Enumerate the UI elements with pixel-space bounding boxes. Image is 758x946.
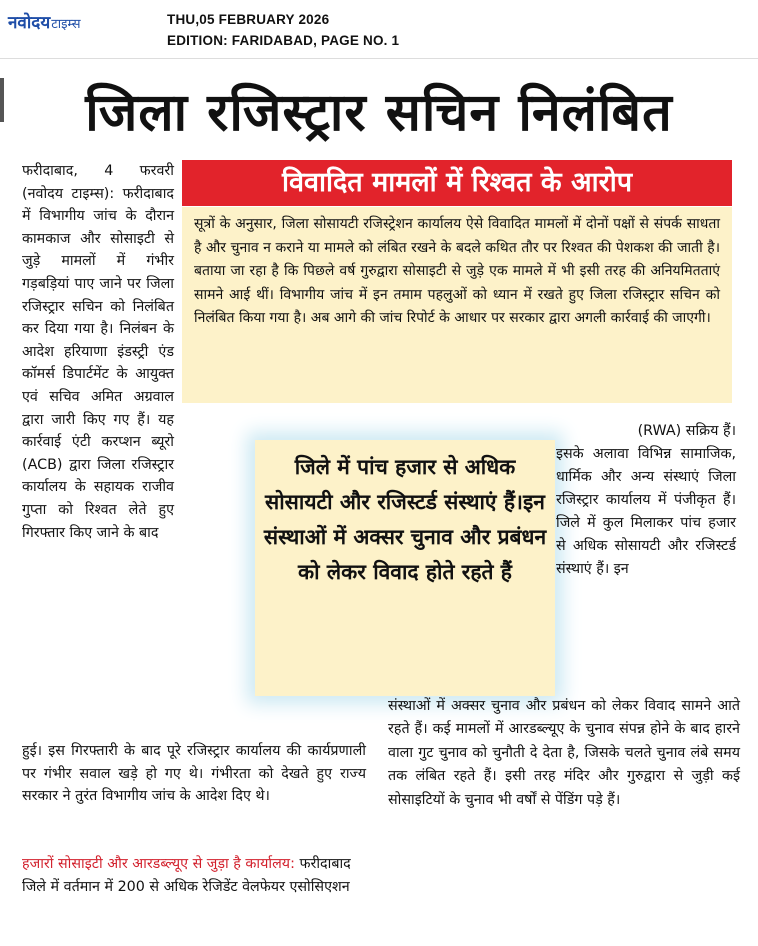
lead-paragraph: फरीदाबाद, 4 फरवरी (नवोदय टाइम्स): फरीदाबाद में विभागीय जांच के दौरान कामकाज और सोसाइटी से जुड़े मामलों में गंभीर गड़बड़ियां पाए जाने पर जिला रजिस्ट्रार सचिन को निलंबित कर दिया गया है। निलंबन के आदेश हरियाणा इंडस्ट्री एंड कॉमर्स डिपार्टमेंट के आयुक्त एवं सचिव अमित अग्रवाल द्वारा जारी किए गए हैं। यह कार्रवाई एंटी करप्शन ब्यूरो (ACB) द्वारा जिला रजिस्ट्रार कार्यालय के सहायक राजीव गुप्ता को रिश्वत लेते हुए गिरफ्तार किए जाने के बाद — [22, 163, 174, 541]
section-heading: हजारों सोसाइटी और आरडब्ल्यूए से जुड़ा है कार्यालय: — [22, 856, 295, 872]
edition-meta — [167, 9, 399, 51]
lead-continued-paragraph: हुई। इस गिरफ्तारी के बाद पूरे रजिस्ट्रार कार्यालय की कार्यप्रणाली पर गंभीर सवाल खड़े हो गए थे। गंभीरता को देखते हुए राज्य सरकार ने तुरंत विभागीय जांच के आदेश दिए थे। — [22, 743, 366, 805]
logo-sub-text: टाइम्स — [51, 17, 81, 32]
lower-right-paragraph: संस्थाओं में अक्सर चुनाव और प्रबंधन को लेकर विवाद सामने आते रहते हैं। कई मामलों में आरडब्ल्यूए के चुनाव संपन्न होने के बाद हारने वाला गुट चुनाव को चुनौती दे देता है, जिसके चलते चुनाव लंबे समय तक लंबित रहते हैं। इसी तरह मंदिर और गुरुद्वारा से जुड़ी कई सोसाइटियों के चुनाव भी वर्षों से पेंडिंग पड़े हैं। — [388, 698, 740, 808]
lower-right-column — [388, 695, 740, 812]
right-column-paragraph: इसके अलावा विभिन्न सामाजिक, धार्मिक और अन्य संस्थाएं जिला रजिस्ट्रार कार्यालय में पंजीकृत हैं। जिले में कुल मिलाकर पांच हजार से अधिक सोसायटी और रजिस्टर्ड संस्थाएं हैं। इन — [556, 446, 736, 577]
section-block — [22, 853, 366, 898]
subheadline-banner: विवादित मामलों में रिश्वत के आरोप — [182, 160, 732, 206]
highlight-box — [182, 207, 732, 403]
logo-main-text: नवोदय — [8, 13, 51, 33]
pull-quote-box — [255, 440, 555, 696]
right-column — [556, 420, 736, 581]
lead-continuation — [22, 740, 366, 808]
article-headline: जिला रजिस्ट्रार सचिन निलंबित — [85, 83, 673, 143]
masthead — [0, 0, 758, 59]
newspaper-logo — [8, 10, 81, 33]
rwa-line: (RWA) सक्रिय हैं। — [637, 423, 736, 439]
issue-date: THU,05 FEBRUARY 2026 — [167, 12, 330, 27]
pull-quote-text: जिले में पांच हजार से अधिक सोसायटी और रजिस्टर्ड संस्थाएं हैं।इन संस्थाओं में अक्सर चुनाव और प्रबंधन को लेकर विवाद होते रहते हैं — [263, 455, 547, 584]
edition-info: EDITION: FARIDABAD, PAGE NO. 1 — [167, 33, 400, 48]
section-text: फरीदाबाद जिले में वर्तमान में 200 से अधिक रेजिडेंट वेलफेयर एसोसिएशन — [22, 856, 351, 895]
lead-paragraph-column — [22, 160, 174, 544]
highlight-paragraph: सूत्रों के अनुसार, जिला सोसायटी रजिस्ट्रेशन कार्यालय ऐसे विवादित मामलों में दोनों पक्षों से संपर्क साधता है और चुनाव न कराने या मामले को लंबित रखने के बदले कथित तौर पर रिश्वत की पेशकश की जाती है। बताया जा रहा है कि पिछले वर्ष गुरुद्वारा सोसाइटी से जुड़े एक मामले में भी इसी तरह की अनियमितताएं सामने आई थीं। विभागीय जांच में इन तमाम पहलुओं को ध्यान में रखते हुए जिला रजिस्ट्रार सचिन को निलंबित किया गया है। अब आगे की जांच रिपोर्ट के आधार पर सरकार द्वारा अगली कार्रवाई की जाएगी। — [194, 216, 720, 326]
